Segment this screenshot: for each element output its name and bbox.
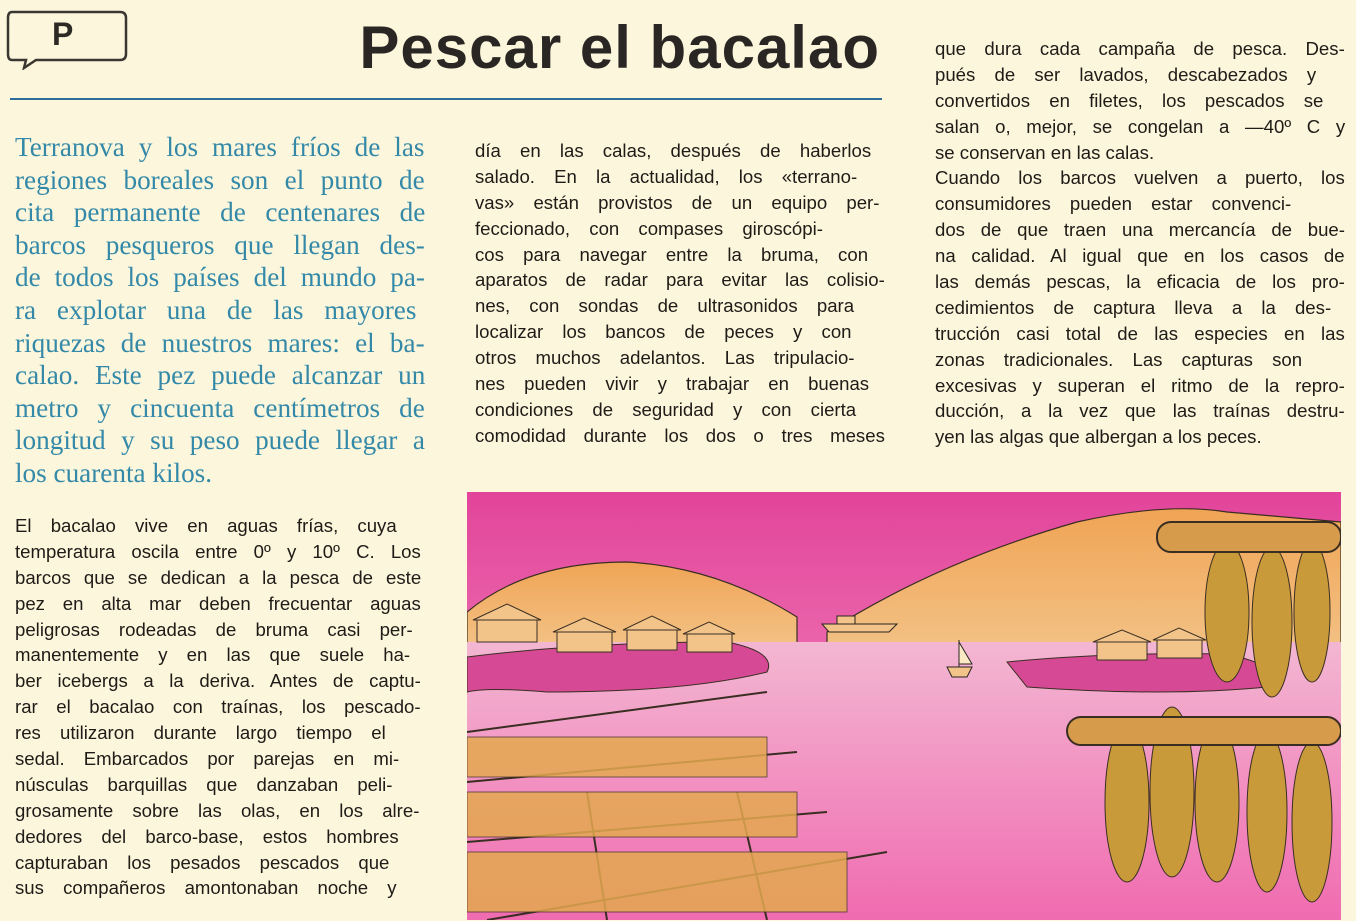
intro-paragraph	[15, 131, 425, 490]
text-line: ducción, a la vez que las traínas destru-	[935, 400, 1345, 422]
title-rule	[10, 98, 882, 100]
text-line: cedimientos de captura lleva a la des-	[935, 296, 1332, 318]
text-line: consumidores pueden estar convenci-	[935, 193, 1292, 215]
page-title: Pescar el bacalao	[359, 14, 880, 81]
text-line: cita permanente de centenares de	[15, 197, 425, 228]
text-line: convertidos en filetes, los pescados se	[935, 89, 1324, 111]
body-column-3	[935, 36, 1345, 450]
text-line: dos de que traen una mercancía de bue-	[935, 219, 1345, 241]
text-line: las demás pescas, la eficacia de los pro-	[935, 271, 1345, 293]
text-line: nes pueden vivir y trabajar en buenas	[475, 373, 870, 395]
text-line: metro y cincuenta centímetros de	[15, 392, 425, 423]
text-line: feccionado, con compases giroscópi-	[475, 217, 823, 239]
text-line: aparatos de radar para evitar las colisio-	[475, 269, 885, 291]
text-line: grosamente sobre las olas, en los alre-	[15, 799, 420, 821]
text-line: sus compañeros amontonaban noche y	[15, 877, 397, 899]
text-line: otros muchos adelantos. Las tripulacio-	[475, 347, 855, 369]
text-line: yen las algas que albergan a los peces.	[935, 426, 1262, 448]
text-line: temperatura oscila entre 0º y 10º C. Los	[15, 540, 421, 562]
text-line: localizar los bancos de peces y con	[475, 321, 852, 343]
text-line: rar el bacalao con traínas, los pescado-	[15, 696, 421, 718]
text-line: peligrosas rodeadas de bruma casi per-	[15, 618, 413, 640]
text-line: comodidad durante los dos o tres meses	[475, 424, 885, 446]
text-line: barcos que se dedican a la pesca de este	[15, 566, 421, 588]
text-line: núsculas barquillas que danzaban peli-	[15, 773, 393, 795]
cod-fishing-illustration	[467, 492, 1341, 920]
section-badge	[6, 10, 126, 62]
text-line: zonas tradicionales. Las capturas son	[935, 348, 1303, 370]
text-line: El bacalao vive en aguas frías, cuya	[15, 515, 397, 536]
text-line: los cuarenta kilos.	[15, 457, 213, 488]
text-line: condiciones de seguridad y con cierta	[475, 398, 857, 420]
text-line: salan o, mejor, se congelan a —40º C y	[935, 115, 1345, 137]
text-line: sedal. Embarcados por parejas en mi-	[15, 748, 400, 770]
harbor-scene-image	[467, 492, 1341, 920]
section-letter: P	[52, 16, 74, 52]
text-line: calao. Este pez puede alcanzar un	[15, 360, 425, 391]
body-column-2	[475, 138, 885, 449]
text-line: na calidad. Al igual que en los casos de	[935, 245, 1345, 267]
text-line: día en las calas, después de haberlos	[475, 140, 872, 161]
text-line: res utilizaron durante largo tiempo el	[15, 722, 386, 744]
text-line: dedores del barco-base, estos hombres	[15, 825, 399, 847]
text-line: pez en alta mar deben frecuentar aguas	[15, 592, 421, 614]
text-line: Cuando los barcos vuelven a puerto, los	[935, 167, 1345, 189]
text-line: se conservan en las calas.	[935, 141, 1155, 163]
text-line: que dura cada campaña de pesca. Des-	[935, 38, 1345, 59]
text-line: regiones boreales son el punto de	[15, 164, 425, 195]
text-line: vas» están provistos de un equipo per-	[475, 191, 880, 213]
text-line: ber icebergs a la deriva. Antes de captu-	[15, 670, 421, 692]
text-line: manentemente y en las que suele ha-	[15, 644, 411, 666]
text-line: cos para navegar entre la bruma, con	[475, 243, 869, 265]
text-line: barcos pesqueros que llegan des-	[15, 229, 425, 260]
text-line: trucción casi total de las especies en las	[935, 322, 1345, 344]
text-line: excesivas y superan el ritmo de la repro-	[935, 374, 1345, 396]
text-line: capturaban los pesados pescados que	[15, 851, 390, 873]
text-line: ra explotar una de las mayores	[15, 294, 417, 325]
text-line: riquezas de nuestros mares: el ba-	[15, 327, 425, 358]
text-line: de todos los países del mundo pa-	[15, 262, 425, 293]
text-line: pués de ser lavados, descabezados y	[935, 63, 1317, 85]
text-line: nes, con sondas de ultrasonidos para	[475, 295, 855, 317]
text-line: salado. En la actualidad, los «terrano-	[475, 165, 858, 187]
body-column-1	[15, 513, 421, 901]
text-line: Terranova y los mares fríos de las	[15, 132, 425, 162]
text-line: longitud y su peso puede llegar a	[15, 425, 425, 456]
